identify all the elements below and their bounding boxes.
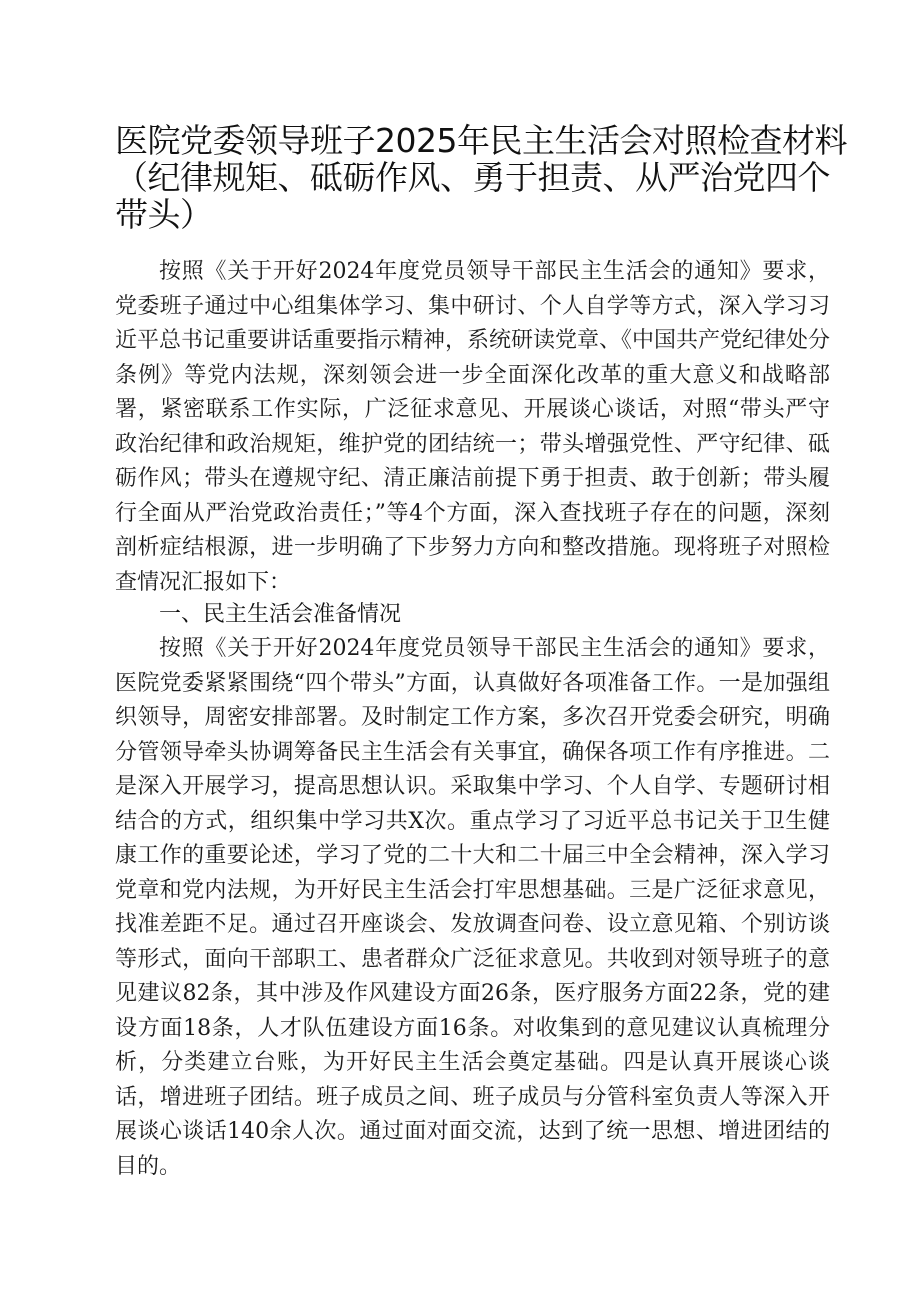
paragraph-text: 按照《关于开好2024年度党员领导干部民主生活会的通知》要求，医院党委紧紧围绕“四个带头”方面，认真做好各项准备工作。一是加强组织领导，周密安排部署。及时制定工作方案，多次召开党委会研究，明确分管领导牵头协调筹备民主生活会有关事宜，确保各项工作有序推进。二是深入开展学习，提高思想认识。采取集中学习、个人自学、专题研讨相结合的方式，组织集中学习共X次。重点学习了习近平总书记关于卫生健康工作的重要论述，学习了党的二十大和二十届三中全会精神，深入学习党章和党内法规，为开好民主生活会打牢思想基础。三是广泛征求意见，找准差距不足。通过召开座谈会、发放调查问卷、设立意见箱、个别访谈等形式，面向干部职工、患者群众广泛征求意见。共收到对领导班子的意见建议82条，其中涉及作风建设方面26条，医疗服务方面22条，党的建设方面18条，人才队伍建设方面16条。对收集到的意见建议认真梳理分析，分类建立台账，为开好民主生活会奠定基础。四是认真开展谈心谈话，增进班子团结。班子成员之间、班子成员与分管科室负责人等深入开展谈心谈话140余人次。通过面对面交流，达到了统一思想、增进团结的目的。 — [115, 636, 830, 1179]
body-paragraph-intro — [115, 255, 830, 600]
body-paragraph-preparation — [115, 632, 830, 1184]
document-title: 医院党委领导班子2025年民主生活会对照检查材料（纪律规矩、砥砺作风、勇于担责、从严治党四个带头） — [115, 121, 847, 234]
section-heading: 一、民主生活会准备情况 — [159, 602, 402, 627]
paragraph-text: 按照《关于开好2024年度党员领导干部民主生活会的通知》要求，党委班子通过中心组集体学习、集中研讨、个人自学等方式，深入学习习近平总书记重要讲话重要指示精神，系统研读党章、《中国共产党纪律处分条例》等党内法规，深刻领会进一步全面深化改革的重大意义和战略部署，紧密联系工作实际，广泛征求意见、开展谈心谈话，对照“带头严守政治纪律和政治规矩，维护党的团结统一；带头增强党性、严守纪律、砥砺作风；带头在遵规守纪、清正廉洁前提下勇于担责、敢于创新；带头履行全面从严治党政治责任；”等4个方面，深入查找班子存在的问题，深刻剖析症结根源，进一步明确了下步努力方向和整改措施。现将班子对照检查情况汇报如下： — [115, 259, 831, 595]
